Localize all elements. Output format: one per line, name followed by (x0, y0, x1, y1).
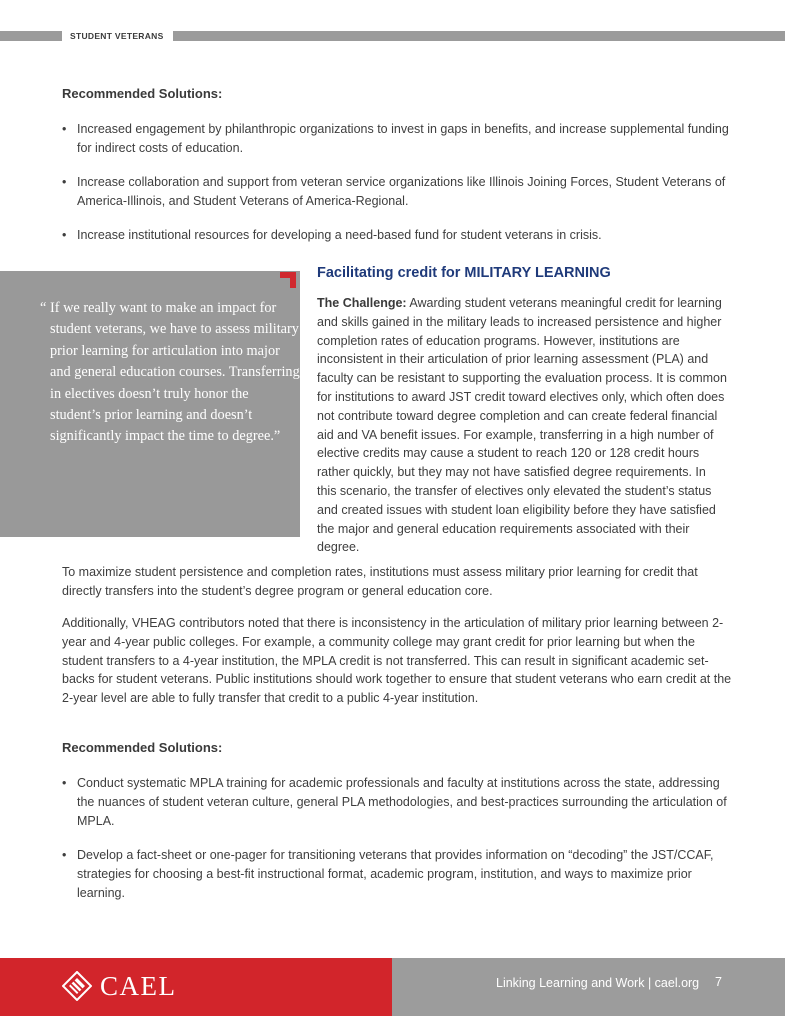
recommended-solutions-heading-1: Recommended Solutions: (62, 86, 223, 101)
cael-logo-text: CAEL (100, 971, 177, 1001)
recommended-solutions-list-1 (62, 120, 732, 260)
challenge-label: The Challenge: (317, 296, 407, 310)
list-item: • Conduct systematic MPLA training for academic professionals and faculty at institutions across the state, addressing the nuances of student veteran culture, general PLA methodologies, and best-practices surrounding the articulation of MPLA. (62, 774, 732, 831)
list-item: • Increase institutional resources for developing a need-based fund for student veterans in crisis. (62, 226, 732, 245)
list-item: • Develop a fact-sheet or one-pager for transitioning veterans that provides information on “decoding” the JST/CCAF, strategies for choosing a best-fit instructional format, academic program, institution, and ways to maximize prior learning. (62, 846, 732, 903)
list-item: • Increased engagement by philanthropic organizations to invest in gaps in benefits, and increase supplemental funding for indirect costs of education. (62, 120, 732, 158)
paragraph-additionally: Additionally, VHEAG contributors noted that there is inconsistency in the articulation of military prior learning between 2-year and 4-year public colleges. For example, a community college may grant credit for prior learning but when the student transfers to a 4-year institution, the MPLA credit is not transferred. This can result in significant academic set-backs for student veterans. Public institutions should work together to ensure that student veterans who earn credit at the 2-year level are able to fully transfer that credit to a public 4-year institution. (62, 616, 732, 706)
challenge-paragraph (317, 294, 727, 557)
recommended-solutions-list-2 (62, 774, 732, 918)
page-number: 7 (715, 975, 722, 989)
list-item: • Increase collaboration and support from veteran service organizations like Illinois Joining Forces, Student Veterans of America-Illinois, and Student Veterans of America-Regional. (62, 173, 732, 211)
pull-quote-text: If we really want to make an impact for student veterans, we have to assess military prior learning for articulation into major and general education courses. Transferring in electives doesn’t truly honor the student’s prior learning and doesn’t significantly impact the time to degree.” (50, 300, 300, 445)
paragraph-maximize: To maximize student persistence and completion rates, institutions must assess military prior learning for credit that directly transfers into the student’s degree program or general education core. (62, 565, 698, 598)
cael-logo (62, 966, 177, 1006)
footer-red-band (0, 958, 392, 1016)
section-header-label: STUDENT VETERANS (70, 31, 164, 41)
header-bar-right (173, 31, 785, 41)
recommended-solutions-heading-2: Recommended Solutions: (62, 740, 223, 755)
corner-accent-icon (280, 272, 298, 290)
footer-tagline: Linking Learning and Work | cael.org (496, 976, 700, 990)
quote-mark-icon: “ (40, 300, 47, 316)
pull-quote (40, 298, 300, 448)
section-title: Facilitating credit for MILITARY LEARNING (317, 265, 611, 281)
cael-diamond-icon (62, 971, 92, 1001)
header-bar-left (0, 31, 62, 41)
challenge-text: Awarding student veterans meaningful credit for learning and skills gained in the military leads to increased persistence and higher completion rates of education programs. However, institutions are inconsistent in their articulation of prior learning assessment (PLA) and faculty can be resistant to supporting the evaluation process. It is common for institutions to award JST credit toward electives only, which often does not contribute toward degree completion and can create federal financial aid and VA benefit issues. For example, transferring in a high number of elective credits may cause a student to reach 120 or 128 credit hours rather quickly, but they may not have satisfied degree requirements. In this scenario, the transfer of electives only elevated the student’s status and created issues with student loan eligibility before they have satisfied the major and general education requirements associated with their degree. (317, 296, 727, 555)
